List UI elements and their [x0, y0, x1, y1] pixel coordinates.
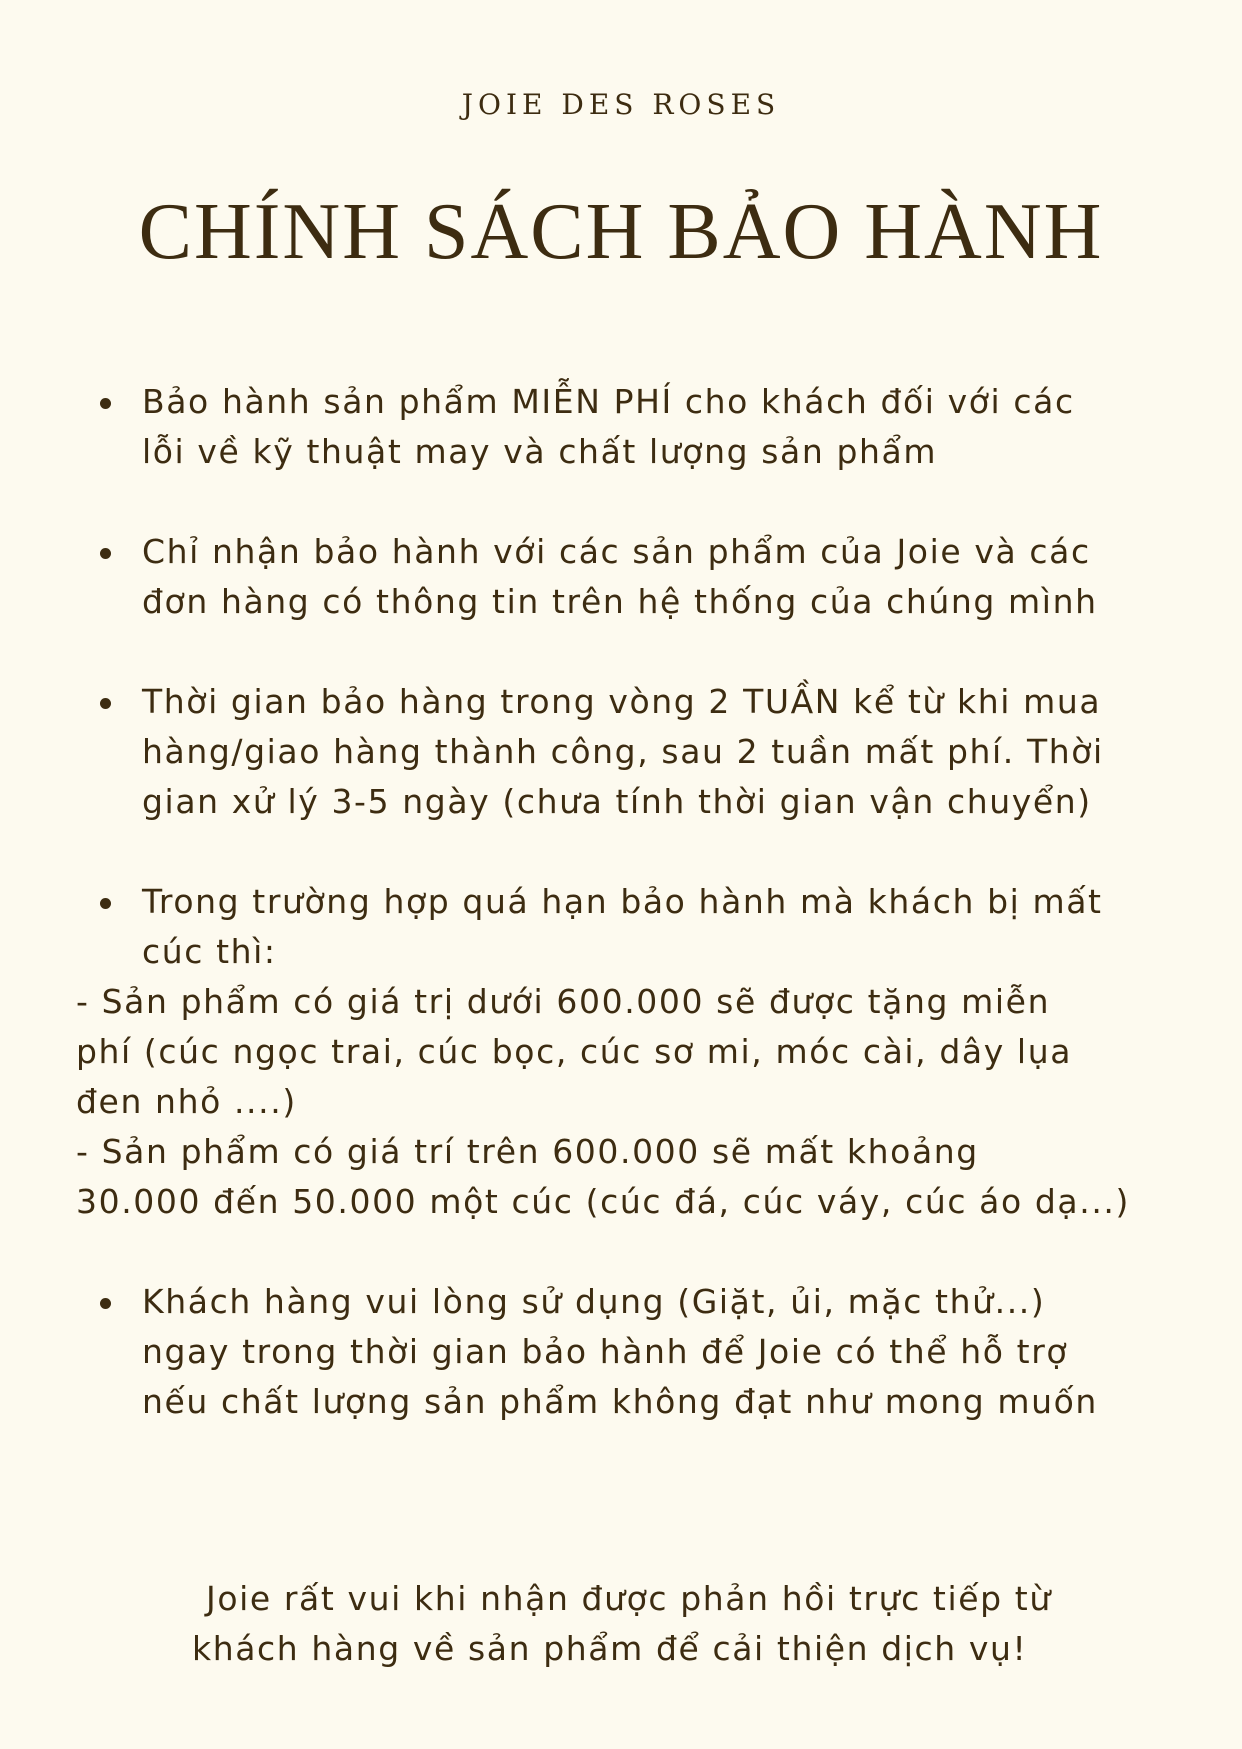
- policy-line: đơn hàng có thông tin trên hệ thống của chúng mình: [142, 582, 1098, 621]
- policy-item-usage-advice: [100, 1277, 1180, 1427]
- closing-line: Joie rất vui khi nhận được phản hồi trực tiếp từ: [206, 1579, 1052, 1618]
- policy-item-eligibility: [100, 527, 1180, 627]
- bullet-icon: [100, 398, 111, 409]
- fee-line: - Sản phẩm có giá trị dưới 600.000 sẽ được tặng miễn: [76, 982, 1051, 1021]
- bullet-icon: [100, 898, 111, 909]
- policy-line: Thời gian bảo hàng trong vòng 2 TUẦN kể từ khi mua: [142, 682, 1102, 721]
- policy-text: [142, 677, 1180, 827]
- fee-line: phí (cúc ngọc trai, cúc bọc, cúc sơ mi, móc cài, dây lụa: [76, 1032, 1073, 1071]
- policy-line: Trong trường hợp quá hạn bảo hành mà khách bị mất: [142, 882, 1103, 921]
- policy-text: [142, 877, 1180, 977]
- policy-line: nếu chất lượng sản phẩm không đạt như mong muốn: [142, 1382, 1098, 1421]
- bullet-icon: [100, 548, 111, 559]
- policy-item-warranty-period: [100, 677, 1180, 827]
- brand-name: JOIE DES ROSES: [461, 88, 781, 121]
- policy-text: [142, 377, 1180, 477]
- policy-item-lost-buttons: [100, 877, 1180, 977]
- policy-item-free-warranty: [100, 377, 1180, 477]
- policy-line: gian xử lý 3-5 ngày (chưa tính thời gian vận chuyển): [142, 782, 1092, 821]
- button-fee-details: [76, 977, 1176, 1227]
- fee-line: đen nhỏ ....): [76, 1082, 297, 1121]
- policy-line: hàng/giao hàng thành công, sau 2 tuần mất phí. Thời: [142, 732, 1104, 771]
- policy-text: [142, 527, 1180, 627]
- page-title: CHÍNH SÁCH BẢO HÀNH: [138, 188, 1104, 276]
- policy-line: Chỉ nhận bảo hành với các sản phẩm của Joie và các: [142, 532, 1091, 571]
- policy-text: [142, 1277, 1180, 1427]
- policy-line: lỗi về kỹ thuật may và chất lượng sản phẩm: [142, 432, 938, 471]
- policy-line: Khách hàng vui lòng sử dụng (Giặt, ủi, mặc thử...): [142, 1282, 1046, 1321]
- fee-line: - Sản phẩm có giá trí trên 600.000 sẽ mất khoảng: [76, 1132, 979, 1171]
- closing-message: [0, 1574, 1242, 1674]
- closing-line: khách hàng về sản phẩm để cải thiện dịch vụ!: [192, 1629, 1028, 1668]
- fee-line: 30.000 đến 50.000 một cúc (cúc đá, cúc váy, cúc áo dạ...): [76, 1182, 1131, 1221]
- bullet-icon: [100, 1298, 111, 1309]
- bullet-icon: [100, 698, 111, 709]
- policy-line: cúc thì:: [142, 932, 277, 971]
- policy-line: ngay trong thời gian bảo hành để Joie có thể hỗ trợ: [142, 1332, 1069, 1371]
- policy-line: Bảo hành sản phẩm MIỄN PHÍ cho khách đối với các: [142, 382, 1075, 421]
